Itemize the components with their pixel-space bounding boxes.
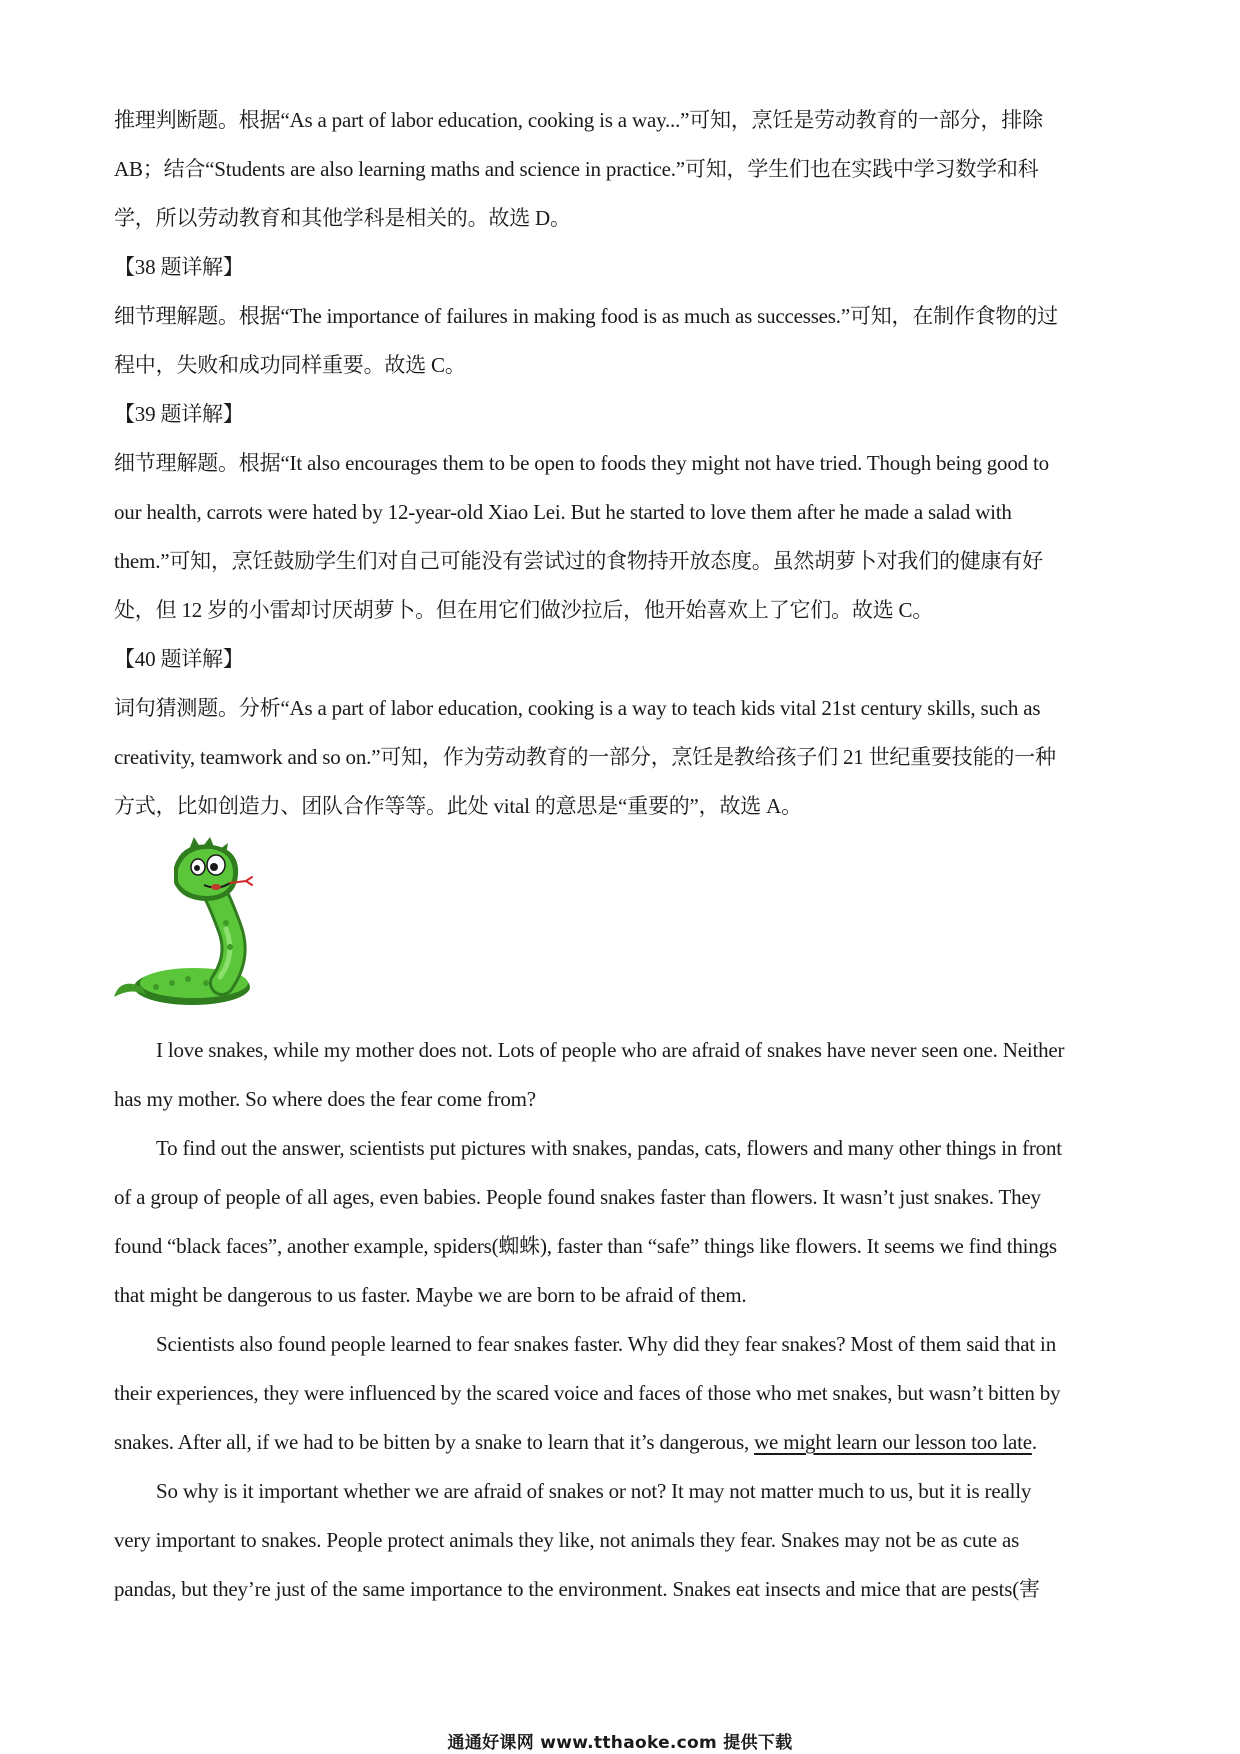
- passage-p2-line-2: of a group of people of all ages, even babies. People found snakes faster than flowers. It wasn’t just snakes. They: [114, 1185, 1041, 1209]
- q38-heading: 【38 题详解】: [114, 255, 244, 279]
- passage-p4-line-1: So why is it important whether we are afraid of snakes or not? It may not matter much to us, but it is really: [156, 1479, 1032, 1503]
- passage-p4-line-3: pandas, but they’re just of the same importance to the environment. Snakes eat insects and mice that are pests(害: [114, 1577, 1040, 1601]
- q40-explanation-line-1: 词句猜测题。分析“As a part of labor education, cooking is a way to teach kids vital 21st century skills, such as: [114, 696, 1041, 720]
- passage-p4-line-2: very important to snakes. People protect animals they like, not animals they fear. Snakes may not be as cute as: [114, 1528, 1020, 1552]
- q37-explanation-line-1: 推理判断题。根据“As a part of labor education, cooking is a way...”可知，烹饪是劳动教育的一部分，排除: [114, 108, 1043, 132]
- q37-explanation-line-2: AB；结合“Students are also learning maths and science in practice.”可知，学生们也在实践中学习数学和科: [114, 157, 1039, 181]
- passage-p2-line-3: found “black faces”, another example, spiders(蜘蛛), faster than “safe” things like flowers. It seems we find things: [114, 1234, 1057, 1258]
- q39-explanation-line-4: 处，但 12 岁的小雷却讨厌胡萝卜。但在用它们做沙拉后，他开始喜欢上了它们。故选 C。: [114, 598, 934, 622]
- passage-p2-line-4: that might be dangerous to us faster. Maybe we are born to be afraid of them.: [114, 1283, 747, 1307]
- q38-explanation-line-2: 程中，失败和成功同样重要。故选 C。: [114, 353, 466, 377]
- q37-explanation-line-3: 学，所以劳动教育和其他学科是相关的。故选 D。: [114, 206, 571, 230]
- q40-heading: 【40 题详解】: [114, 647, 244, 671]
- passage-p3-line-1: Scientists also found people learned to fear snakes faster. Why did they fear snakes? Most of them said that in: [156, 1332, 1056, 1356]
- passage-p3-line-3-text: snakes. After all, if we had to be bitten by a snake to learn that it’s dangerous,: [114, 1430, 755, 1454]
- page-footer: 通通好课网 www.tthaoke.com 提供下载: [447, 1733, 793, 1753]
- passage-p3-line-3: [114, 1418, 1130, 1467]
- passage-p2-line-1: To find out the answer, scientists put pictures with snakes, pandas, cats, flowers and many other things in front: [156, 1136, 1062, 1160]
- passage-p1-line-1: I love snakes, while my mother does not. Lots of people who are afraid of snakes have never seen one. Neither: [156, 1038, 1065, 1062]
- q39-explanation-line-3: them.”可知，烹饪鼓励学生们对自己可能没有尝试过的食物持开放态度。虽然胡萝卜对我们的健康有好: [114, 549, 1043, 573]
- snake-illustration: [112, 837, 272, 1012]
- passage-p3-line-3-end: .: [1031, 1430, 1037, 1454]
- q39-explanation-line-2: our health, carrots were hated by 12-year-old Xiao Lei. But he started to love them after he made a salad with: [114, 500, 1012, 524]
- q40-explanation-line-3: 方式，比如创造力、团队合作等等。此处 vital 的意思是“重要的”，故选 A。: [114, 794, 802, 818]
- q38-explanation-line-1: 细节理解题。根据“The importance of failures in making food is as much as successes.”可知，在制作食物的过: [114, 304, 1058, 328]
- underlined-phrase: we might learn our lesson too late: [754, 1430, 1032, 1454]
- q39-explanation-line-1: 细节理解题。根据“It also encourages them to be open to foods they might not have tried. Though being good to: [114, 451, 1049, 475]
- document-body: [114, 96, 1130, 1614]
- q40-explanation-line-2: creativity, teamwork and so on.”可知，作为劳动教育的一部分，烹饪是教给孩子们 21 世纪重要技能的一种: [114, 745, 1056, 769]
- passage-p3-line-2: their experiences, they were influenced by the scared voice and faces of those who met snakes, but wasn’t bitten by: [114, 1381, 1061, 1405]
- passage-p1-line-2: has my mother. So where does the fear come from?: [114, 1087, 536, 1111]
- q39-heading: 【39 题详解】: [114, 402, 244, 426]
